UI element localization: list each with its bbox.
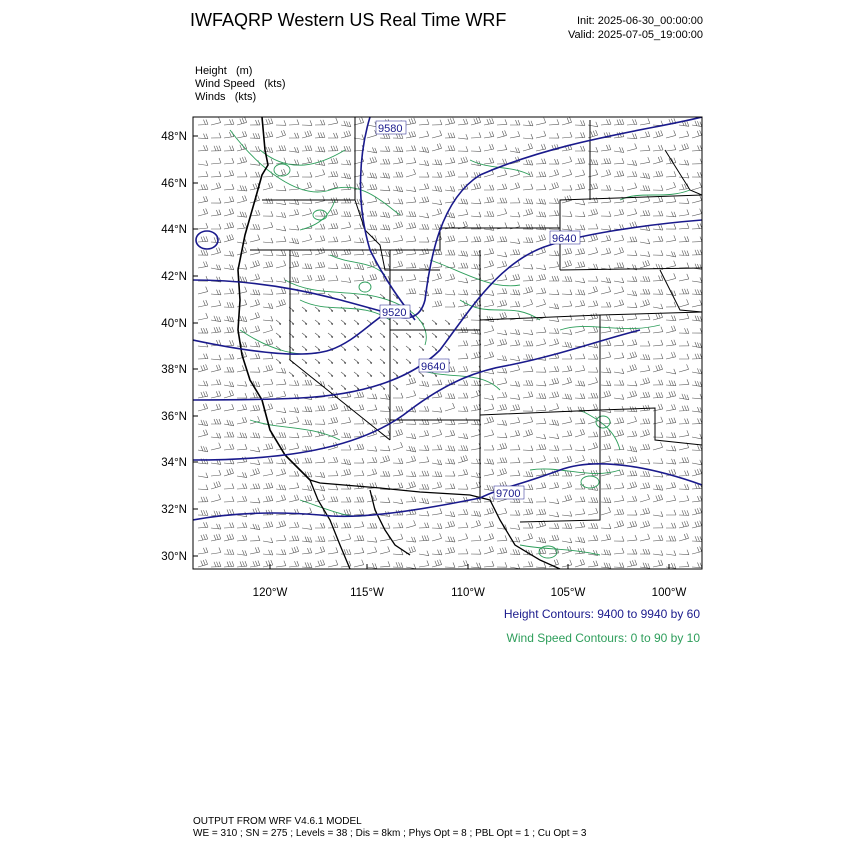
height-legend: Height Contours: 9400 to 9940 by 60 xyxy=(503,607,700,621)
lon-label: 105°W xyxy=(550,587,586,599)
height-label: 9520 xyxy=(382,307,407,319)
valid-time: Valid: 2025-07-05_19:00:00 xyxy=(568,29,703,41)
init-time: Init: 2025-06-30_00:00:00 xyxy=(577,15,703,27)
height-label: 9640 xyxy=(421,361,446,373)
lon-labels xyxy=(253,587,687,599)
wind-legend: Wind Speed Contours: 0 to 90 by 10 xyxy=(506,631,700,645)
lat-labels xyxy=(161,131,187,563)
lat-label: 42°N xyxy=(161,271,187,283)
lat-label: 30°N xyxy=(161,551,187,563)
variable-height: Height (m) xyxy=(195,65,253,77)
variable-wind-speed: Wind Speed (kts) xyxy=(195,78,286,90)
variable-winds: Winds (kts) xyxy=(195,91,257,103)
lon-label: 110°W xyxy=(451,587,485,599)
lon-label: 115°W xyxy=(350,587,384,599)
height-label: 9640 xyxy=(552,233,577,245)
lat-label: 36°N xyxy=(161,411,187,423)
lat-label: 32°N xyxy=(161,504,187,516)
model-params: WE = 310 ; SN = 275 ; Levels = 38 ; Dis = 8km ; Phys Opt = 8 ; PBL Opt = 1 ; Cu Opt = 3 xyxy=(193,828,587,839)
lat-label: 44°N xyxy=(161,224,187,236)
lat-label: 48°N xyxy=(161,131,187,143)
model-line: OUTPUT FROM WRF V4.6.1 MODEL xyxy=(193,816,362,827)
lat-label: 46°N xyxy=(161,178,187,190)
lat-label: 34°N xyxy=(161,457,187,469)
height-label: 9580 xyxy=(378,123,403,135)
lat-label: 38°N xyxy=(161,364,187,376)
lat-label: 40°N xyxy=(161,318,187,330)
height-label: 9700 xyxy=(496,488,521,500)
lon-label: 120°W xyxy=(252,587,288,599)
lon-label: 100°W xyxy=(651,587,687,599)
plot-title: IWFAQRP Western US Real Time WRF xyxy=(190,10,507,30)
model-info xyxy=(193,816,586,840)
